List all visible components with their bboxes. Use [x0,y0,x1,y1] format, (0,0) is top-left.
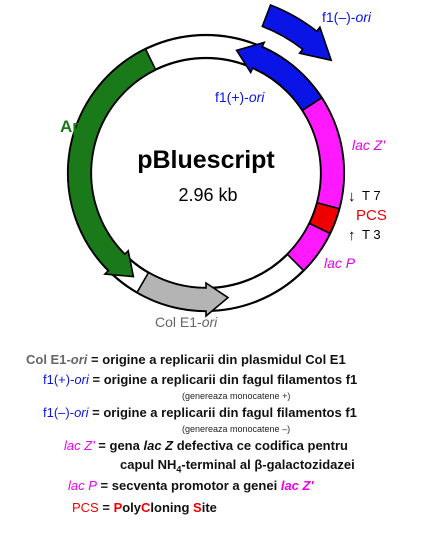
legend-sub-f1-minus: (genereaza monocatene –) [182,424,291,434]
legend-row-f1-plus: f1(+)-ori = origine a replicarii din fagul filamentos f1 [43,372,358,387]
legend-term-pcs: PCS [72,500,99,515]
legend-row-lacp: lac P = secventa promotor a genei lac Z' [68,478,314,493]
lacz-segment [302,98,344,209]
legend-term-f1-plus: f1(+)-ori [43,372,89,387]
legend-row-cole1: Col E1-ori = origine a replicarii din plasmidul Col E1 [26,352,346,367]
t3-arrow: ↑ [348,227,356,244]
f1-minus-label: f1(–)-ori [322,9,372,25]
cole1-ori-arrow [137,273,228,316]
legend-row-f1-minus: f1(–)-ori = origine a replicarii din fagul filamentos f1 [43,405,357,420]
legend-row-pcs: PCS = PolyCloning Site [72,500,217,515]
cole1-label: Col E1-ori [155,314,218,330]
legend-sub-f1-plus: (genereaza monocatene +) [182,391,291,401]
legend-term-cole1: Col E1-ori [26,352,88,367]
plasmid-name: pBluescript [137,146,275,174]
t3-label: T 3 [362,227,381,242]
plasmid-size: 2.96 kb [178,185,238,205]
legend-row-lacz: lac Z' = gena lac Z defectiva ce codifica pentru [64,438,348,453]
lacz-label: lac Z' [352,137,386,153]
f1-plus-label: f1(+)-ori [215,89,265,105]
legend-row-lacz-line2: capul $NH_4$-terminal al β-galactozidazei [120,457,355,475]
legend-term-lacz: lac Z' [64,438,95,453]
t7-arrow: ↓ [348,188,356,205]
pcs-label: PCS [356,207,387,224]
amp-label: Ap$^r$ [60,115,87,136]
lacp-label: lac P [324,255,356,271]
legend-term-lacp: lac P [68,478,97,493]
legend-term-f1-minus: f1(–)-ori [43,405,89,420]
t7-label: T 7 [362,188,381,203]
